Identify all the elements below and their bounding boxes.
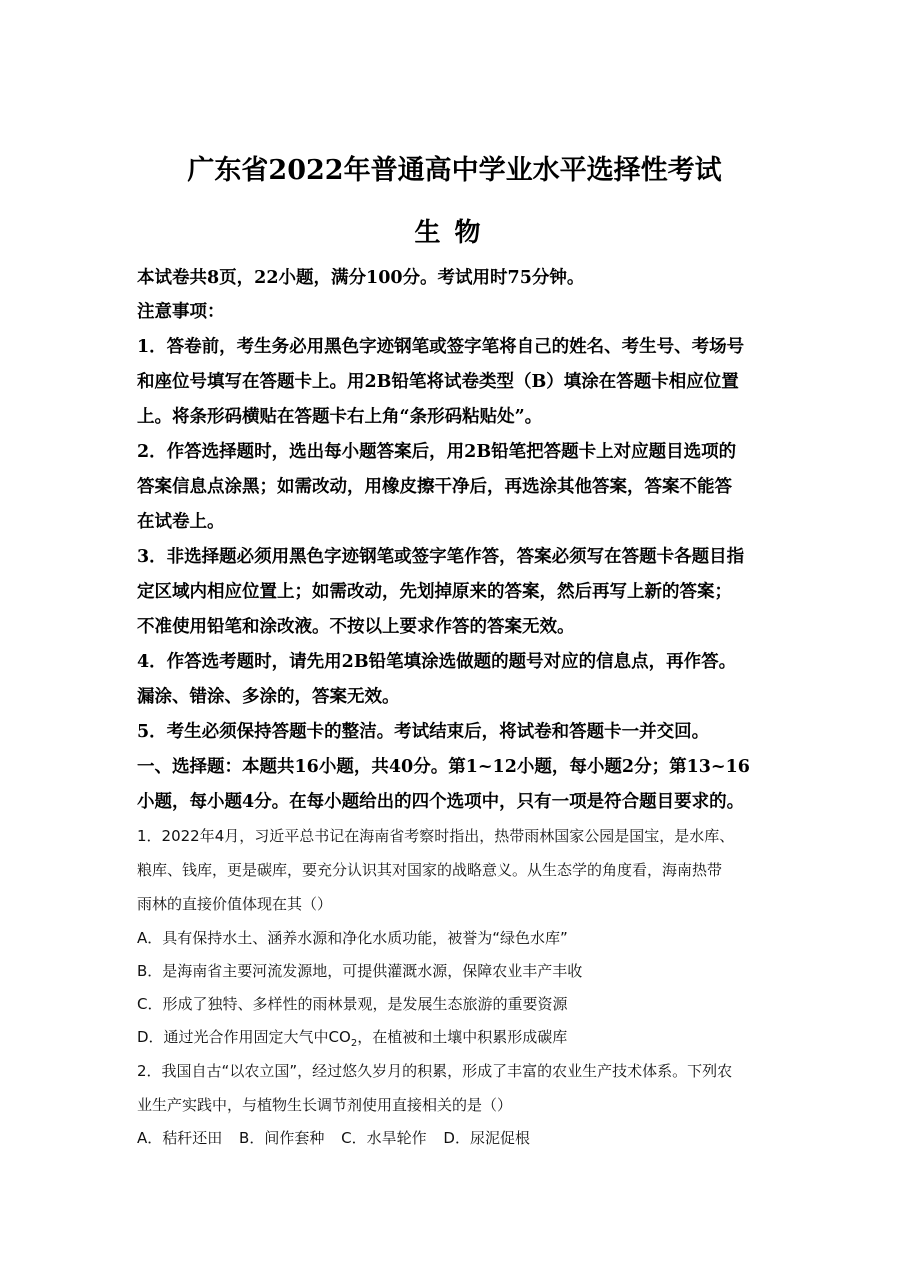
note-line: 定区域内相应位置上；如需改动，先划掉原来的答案，然后再写上新的答案； bbox=[137, 582, 732, 602]
note-line: 4．作答选考题时，请先用2B铅笔填涂选做题的题号对应的信息点，再作答。 bbox=[137, 652, 737, 672]
q1-option-b: B．是海南省主要河流发源地，可提供灌溉水源，保障农业丰产丰收 bbox=[137, 962, 583, 980]
q2-option-c: C．水旱轮作 bbox=[341, 1129, 427, 1147]
note-line: 2．作答选择题时，选出每小题答案后，用2B铅笔把答题卡上对应题目选项的 bbox=[137, 442, 737, 462]
note-line: 和座位号填写在答题卡上。用2B铅笔将试卷类型（B）填涂在答题卡相应位置 bbox=[137, 372, 739, 392]
q1-option-d-pre: D．通过光合作用固定大气中CO bbox=[137, 1028, 351, 1046]
q1-option-d bbox=[137, 1026, 567, 1055]
note-line: 漏涂、错涂、多涂的，答案无效。 bbox=[137, 687, 400, 707]
exam-intro: 本试卷共8页，22小题，满分100分。考试用时75分钟。 bbox=[137, 268, 585, 288]
q2-stem: 2．我国自古“以农立国”，经过悠久岁月的积累，形成了丰富的农业生产技术体系。下列农 bbox=[137, 1062, 733, 1080]
q2-option-d: D．尿泥促根 bbox=[443, 1129, 530, 1147]
q1-option-c: C．形成了独特、多样性的雨林景观，是发展生态旅游的重要资源 bbox=[137, 995, 568, 1013]
q2-option-a: A．秸秆还田 bbox=[137, 1129, 223, 1147]
q2-stem: 业生产实践中，与植物生长调节剂使用直接相关的是（） bbox=[137, 1096, 513, 1114]
note-line: 答案信息点涂黑；如需改动，用橡皮擦干净后，再选涂其他答案，答案不能答 bbox=[137, 477, 732, 497]
q1-option-d-sub: 2 bbox=[350, 1038, 358, 1049]
note-line: 不准使用铅笔和涂改液。不按以上要求作答的答案无效。 bbox=[137, 617, 575, 637]
q1-option-d-post: ，在植被和土壤中积累形成碳库 bbox=[357, 1028, 568, 1046]
q1-stem: 1．2022年4月，习近平总书记在海南省考察时指出，热带雨林国家公园是国宝，是水库、 bbox=[137, 827, 735, 845]
note-line: 上。将条形码横贴在答题卡右上角“条形码粘贴处”。 bbox=[137, 407, 543, 427]
note-line: 5．考生必须保持答题卡的整洁。考试结束后，将试卷和答题卡一并交回。 bbox=[137, 722, 710, 742]
q2-option-b: B．间作套种 bbox=[239, 1129, 325, 1147]
exam-title: 广东省2022年普通高中学业水平选择性考试 bbox=[187, 155, 722, 186]
q2-options bbox=[137, 1127, 542, 1149]
section-heading: 一、选择题：本题共16小题，共40分。第1~12小题，每小题2分；第13~16 bbox=[137, 757, 750, 777]
subject-title: 生物 bbox=[414, 218, 495, 248]
note-line: 3．非选择题必须用黑色字迹钢笔或签字笔作答，答案必须写在答题卡各题目指 bbox=[137, 547, 745, 567]
q1-option-a: A．具有保持水土、涵养水源和净化水质功能，被誉为“绿色水库” bbox=[137, 929, 568, 947]
note-line: 在试卷上。 bbox=[137, 512, 225, 532]
q1-stem: 雨林的直接价值体现在其（） bbox=[137, 895, 333, 913]
q1-stem: 粮库、钱库，更是碳库，要充分认识其对国家的战略意义。从生态学的角度看，海南热带 bbox=[137, 861, 723, 879]
section-heading: 小题，每小题4分。在每小题给出的四个选项中，只有一项是符合题目要求的。 bbox=[137, 792, 745, 812]
note-line: 1．答卷前，考生务必用黑色字迹钢笔或签字笔将自己的姓名、考生号、考场号 bbox=[137, 337, 745, 357]
notes-heading: 注意事项： bbox=[137, 302, 225, 322]
